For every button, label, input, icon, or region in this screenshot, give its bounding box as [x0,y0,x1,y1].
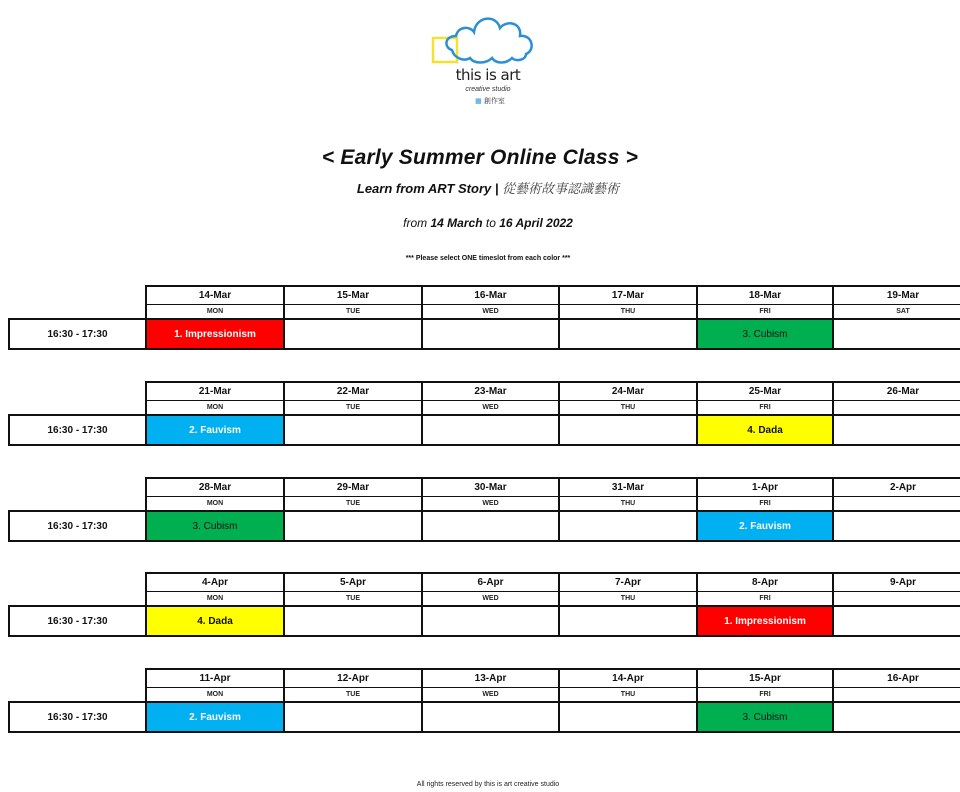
week-block [0,285,960,351]
weekday-header: MON [145,304,283,318]
weekday-header: WED [421,591,558,605]
weekday-header [832,591,960,605]
weekday-header [832,496,960,510]
weekday-header: THU [558,400,696,414]
empty-slot[interactable] [558,318,696,350]
weekday-header: MON [145,400,283,414]
class-slot[interactable]: 4. Dada [696,414,832,446]
empty-slot[interactable] [283,510,421,542]
date-header: 23-Mar [421,381,558,400]
day-column [696,285,832,351]
date-header: 22-Mar [283,381,421,400]
day-column [696,477,832,543]
week-block [0,572,960,638]
date-start: 14 March [430,216,483,230]
date-header: 29-Mar [283,477,421,496]
empty-slot[interactable] [558,510,696,542]
day-column [283,381,421,447]
day-column [832,381,960,447]
weekday-header: TUE [283,687,421,701]
empty-slot[interactable] [832,605,960,637]
date-header: 24-Mar [558,381,696,400]
weekday-header: SAT [832,304,960,318]
logo-chinese: ▦ 創作室 [475,97,505,105]
empty-slot[interactable] [421,318,558,350]
day-column [832,668,960,734]
weekday-header: THU [558,304,696,318]
date-header: 16-Mar [421,285,558,304]
date-range [0,216,960,230]
week-block [0,477,960,543]
weekday-header: THU [558,687,696,701]
timeslot-label: 16:30 - 17:30 [8,605,145,637]
day-column [558,668,696,734]
empty-slot[interactable] [558,701,696,733]
weekday-header: TUE [283,304,421,318]
page-subtitle [0,178,960,197]
timeslot-label: 16:30 - 17:30 [8,510,145,542]
date-header: 19-Mar [832,285,960,304]
logo-name: this is art [455,66,521,84]
cloud-logo-icon [430,8,545,110]
timeslot-label: 16:30 - 17:30 [8,414,145,446]
date-header: 14-Mar [145,285,283,304]
empty-slot[interactable] [283,701,421,733]
studio-logo [430,8,545,110]
empty-slot[interactable] [421,510,558,542]
day-column [145,477,283,543]
empty-slot[interactable] [283,605,421,637]
weekday-header: WED [421,496,558,510]
date-header: 15-Mar [283,285,421,304]
day-column [145,668,283,734]
date-header: 11-Apr [145,668,283,687]
date-header: 14-Apr [558,668,696,687]
weekday-header: WED [421,400,558,414]
date-header: 2-Apr [832,477,960,496]
subtitle-english: Learn from ART Story | [356,181,499,196]
date-header: 18-Mar [696,285,832,304]
date-header: 8-Apr [696,572,832,591]
day-column [421,477,558,543]
weekday-header: WED [421,687,558,701]
day-column [696,572,832,638]
day-column [283,572,421,638]
date-header: 12-Apr [283,668,421,687]
weekday-header [832,687,960,701]
day-column [696,381,832,447]
day-column [832,477,960,543]
weekday-header: FRI [696,304,832,318]
day-column [145,572,283,638]
date-header: 28-Mar [145,477,283,496]
page-title: < Early Summer Online Class > [321,146,639,169]
date-header: 5-Apr [283,572,421,591]
day-column [696,668,832,734]
class-slot[interactable]: 4. Dada [145,605,283,637]
weekday-header [832,400,960,414]
class-slot[interactable]: 2. Fauvism [145,414,283,446]
selection-note: *** Please select ONE timeslot from each color *** [405,255,571,262]
weekday-header: FRI [696,687,832,701]
date-header: 30-Mar [421,477,558,496]
day-column [832,285,960,351]
empty-slot[interactable] [558,605,696,637]
weekday-header: MON [145,687,283,701]
date-header: 21-Mar [145,381,283,400]
class-slot[interactable]: 2. Fauvism [145,701,283,733]
day-column [283,285,421,351]
subtitle-chinese: 從藝術故事認識藝術 [502,182,620,197]
date-header: 26-Mar [832,381,960,400]
weekday-header: FRI [696,591,832,605]
date-header: 16-Apr [832,668,960,687]
week-block [0,381,960,447]
timeslot-label: 16:30 - 17:30 [8,701,145,733]
class-slot[interactable]: 3. Cubism [696,318,832,350]
copyright-footer: All rights reserved by this is art creative studio [416,781,560,788]
empty-slot[interactable] [832,510,960,542]
day-column [283,668,421,734]
date-header: 1-Apr [696,477,832,496]
date-header: 17-Mar [558,285,696,304]
day-column [145,381,283,447]
empty-slot[interactable] [283,414,421,446]
weekday-header: TUE [283,496,421,510]
date-end: 16 April 2022 [499,216,573,230]
empty-slot[interactable] [832,318,960,350]
weekday-header: MON [145,591,283,605]
logo-chinese-text: 創作室 [483,97,505,105]
weekday-header: THU [558,496,696,510]
day-column [145,285,283,351]
empty-slot[interactable] [421,414,558,446]
class-slot[interactable]: 3. Cubism [145,510,283,542]
date-from-label: from [403,216,428,230]
date-header: 6-Apr [421,572,558,591]
day-column [421,668,558,734]
day-column [558,381,696,447]
empty-slot[interactable] [421,605,558,637]
logo-tagline: creative studio [465,86,511,93]
day-column [421,285,558,351]
date-header: 31-Mar [558,477,696,496]
timeslot-label: 16:30 - 17:30 [8,318,145,350]
weekday-header: WED [421,304,558,318]
date-header: 15-Apr [696,668,832,687]
day-column [558,477,696,543]
day-column [421,381,558,447]
weekday-header: TUE [283,591,421,605]
weekday-header: FRI [696,496,832,510]
empty-slot[interactable] [832,414,960,446]
weekday-header: TUE [283,400,421,414]
empty-slot[interactable] [283,318,421,350]
day-column [558,572,696,638]
date-header: 13-Apr [421,668,558,687]
day-column [558,285,696,351]
day-column [283,477,421,543]
empty-slot[interactable] [832,701,960,733]
weekday-header: MON [145,496,283,510]
class-slot[interactable]: 3. Cubism [696,701,832,733]
day-column [421,572,558,638]
date-header: 7-Apr [558,572,696,591]
date-to-label: to [485,216,496,230]
week-block [0,668,960,734]
class-slot[interactable]: 2. Fauvism [696,510,832,542]
class-slot[interactable]: 1. Impressionism [145,318,283,350]
empty-slot[interactable] [558,414,696,446]
weekday-header: THU [558,591,696,605]
class-slot[interactable]: 1. Impressionism [696,605,832,637]
empty-slot[interactable] [421,701,558,733]
day-column [832,572,960,638]
weekday-header: FRI [696,400,832,414]
date-header: 9-Apr [832,572,960,591]
date-header: 25-Mar [696,381,832,400]
date-header: 4-Apr [145,572,283,591]
